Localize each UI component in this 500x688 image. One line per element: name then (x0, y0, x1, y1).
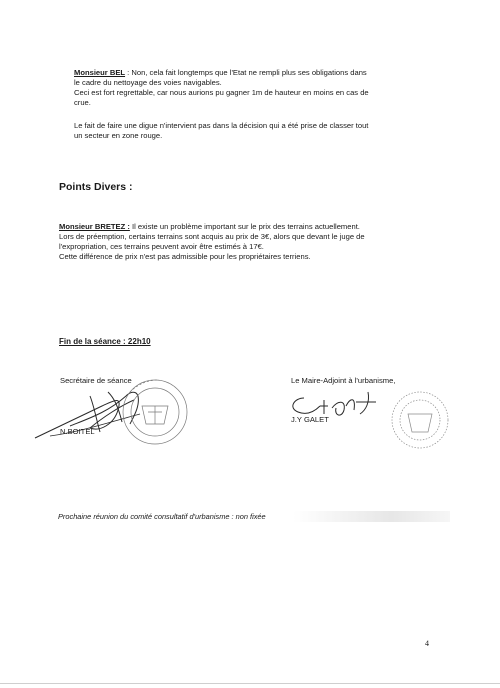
deputy-mayor-signature-and-seal (280, 380, 470, 470)
digue-line-2: un secteur en zone rouge. (74, 131, 163, 140)
bretez-line-4: Cette différence de prix n'est pas admissible pour les propriétaires terriens. (59, 252, 311, 261)
speaker-bretez: Monsieur BRETEZ : (59, 222, 130, 231)
speaker-bel: Monsieur BEL (74, 68, 126, 77)
deputy-mayor-title: Le Maire-Adjoint à l'urbanisme, (291, 376, 396, 385)
bel-paragraph: Monsieur BEL : Non, cela fait longtemps que l'Etat ne rempli plus ses obligations dans le cadre du nettoyage des voies navigables. Ceci est fort regrettable, car nous aurions pu gagner 1m de hauteur en moins en cas de crue. (74, 68, 369, 107)
scan-edge-line (0, 683, 500, 684)
bel-line-1: Non, cela fait longtemps que l'Etat ne rempli plus ses obligations dans (131, 68, 367, 77)
bretez-paragraph (59, 222, 451, 262)
bretez-line-1: Il existe un problème important sur le prix des terrains actuellement. (129, 222, 360, 231)
secretary-title: Secrétaire de séance (60, 376, 132, 385)
bretez-line-3: l'expropriation, ces terrains peuvent avoir être estimés à 17€. (59, 242, 264, 251)
page-number: 4 (425, 639, 429, 648)
secretary-signature-and-seal (30, 366, 210, 456)
digue-line-1: Le fait de faire une digue n'intervient pas dans la décision qui a été prise de classer tout (74, 121, 369, 130)
bel-line-2: le cadre du nettoyage des voies navigables. (74, 78, 222, 87)
bretez-line-2: Lors de préemption, certains terrains sont acquis au prix de 3€, alors que devant le juge de (59, 232, 365, 241)
deputy-mayor-name: J.Y GALET (291, 415, 329, 424)
digue-paragraph (74, 121, 444, 141)
section-heading-points-divers: Points Divers : (59, 181, 133, 193)
end-of-session: Fin de la séance : 22h10 (59, 337, 151, 346)
bel-line-4: crue. (74, 98, 91, 107)
bel-line-3: Ceci est fort regrettable, car nous aurions pu gagner 1m de hauteur en moins en cas de (74, 88, 369, 97)
secretary-name: N.BOITEL (60, 427, 95, 436)
next-meeting-note: Prochaine réunion du comité consultatif d'urbanisme : non fixée (58, 511, 450, 522)
